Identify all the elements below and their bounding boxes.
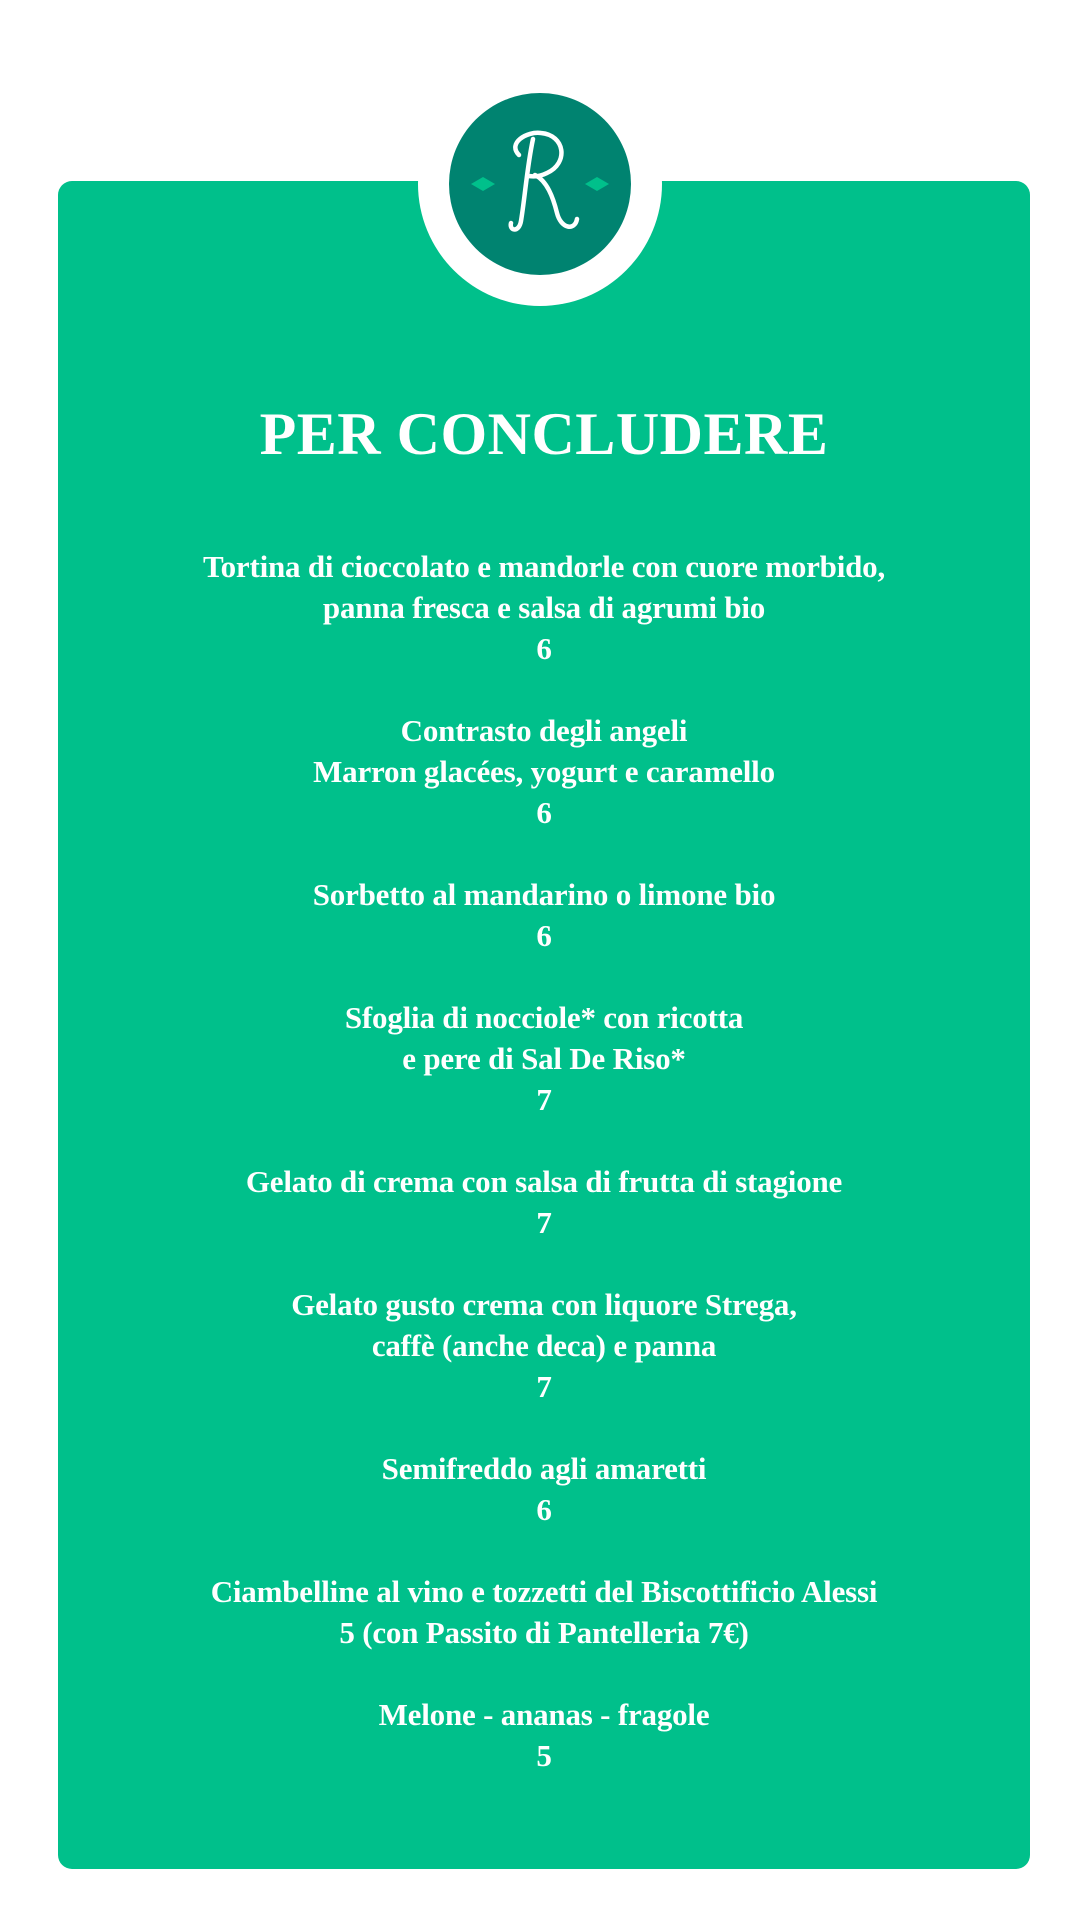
menu-item (58, 710, 1030, 833)
dish-name: Sorbetto al mandarino o limone bio (312, 877, 776, 912)
dish-description: 5 (con Passito di Pantelleria 7€) (339, 1615, 749, 1650)
menu-item (58, 1448, 1030, 1530)
dish-price: 7 (536, 1082, 552, 1117)
dish-price: 6 (536, 918, 552, 953)
menu-item (58, 1571, 1030, 1653)
dish-name: Gelato gusto crema con liquore Strega, (291, 1287, 797, 1322)
menu-item (58, 1694, 1030, 1776)
menu-item (58, 1284, 1030, 1407)
dish-name: Sfoglia di nocciole* con ricotta (344, 1000, 744, 1035)
dish-price: 6 (536, 631, 552, 666)
dessert-menu-list (58, 546, 1030, 1817)
dish-price: 5 (536, 1738, 552, 1773)
dish-price: 7 (536, 1369, 552, 1404)
dish-description: panna fresca e salsa di agrumi bio (322, 590, 766, 625)
menu-item (58, 874, 1030, 956)
dish-description: caffè (anche deca) e panna (371, 1328, 717, 1363)
dish-price: 6 (536, 1492, 552, 1527)
script-r-monogram-icon (449, 93, 631, 275)
menu-item (58, 546, 1030, 669)
dish-description: e pere di Sal De Riso* (402, 1041, 686, 1076)
dish-description: Marron glacées, yogurt e caramello (313, 754, 775, 789)
dish-price: 7 (536, 1205, 552, 1240)
dish-price: 6 (536, 795, 552, 830)
section-title: PER CONCLUDERE (259, 401, 829, 467)
dish-name: Gelato di crema con salsa di frutta di stagione (245, 1164, 843, 1199)
menu-item (58, 997, 1030, 1120)
dish-name: Tortina di cioccolato e mandorle con cuore morbido, (202, 549, 886, 584)
restaurant-logo (449, 93, 631, 275)
dish-name: Semifreddo agli amaretti (381, 1451, 707, 1486)
dish-name: Ciambelline al vino e tozzetti del Biscottificio Alessi (210, 1574, 878, 1609)
dish-name: Contrasto degli angeli (400, 713, 688, 748)
dish-name: Melone - ananas - fragole (378, 1697, 710, 1732)
menu-item (58, 1161, 1030, 1243)
